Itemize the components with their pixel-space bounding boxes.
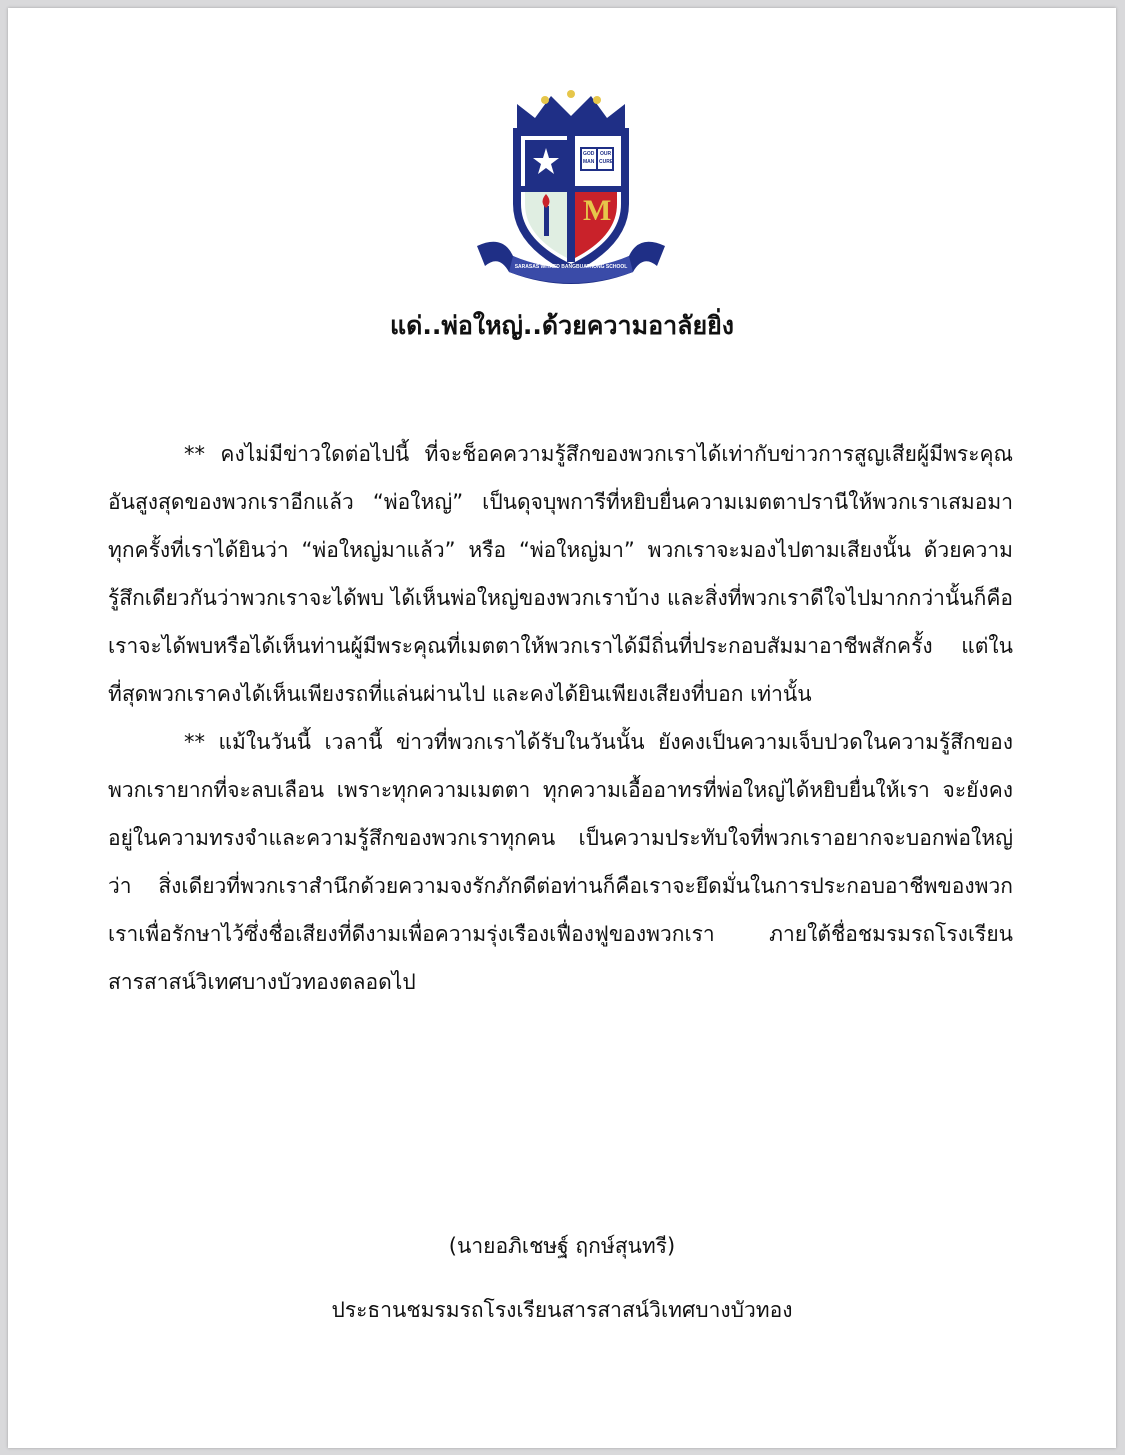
crest-icon bbox=[473, 86, 669, 286]
school-crest-logo bbox=[473, 86, 669, 286]
signature-position: ประธานชมรมรถโรงเรียนสารสาสน์วิเทศบางบัวทอง bbox=[331, 1298, 793, 1322]
crest-motto-word: MAN bbox=[583, 159, 595, 165]
crest-initial: M bbox=[583, 194, 612, 227]
body-paragraph: ** แม้ในวันนี้ เวลานี้ ข่าวที่พวกเราได้รับในวันนั้น ยังคงเป็นความเจ็บปวดในความรู้สึกของพวกเรายากที่จะลบเลือน เพราะทุกความเมตตา ทุกความเอื้ออาทรที่พ่อใหญ่ได้หยิบยื่นให้เรา จะยังคงอยู่ในความทรงจำและความรู้สึกของพวกเราทุกคน เป็นความประทับใจที่พวกเราอยากจะบอกพ่อใหญ่ว่า สิ่งเดียวที่พวกเราสำนึกด้วยความจงรักภักดีต่อท่านก็คือเราจะยึดมั่นในการประกอบอาชีพของพวกเราเพื่อรักษาไว้ซึ่งชื่อเสียงที่ดีงามเพื่อความรุ่งเรืองเฟื่องฟูของพวกเรา ภายใต้ชื่อชมรมรถโรงเรียนสารสาสน์วิเทศบางบัวทองตลอดไป bbox=[108, 730, 1013, 994]
crest-motto-word: CURE bbox=[599, 159, 614, 165]
document-page bbox=[8, 8, 1116, 1448]
signature-name: (นายอภิเชษฐ์ ฤกษ์สุนทรี) bbox=[448, 1234, 676, 1258]
document-body bbox=[108, 430, 1013, 1006]
crest-motto-word: GOD bbox=[583, 151, 595, 157]
crest-banner-text: SARASAS WITAED BANGBUATHONG SCHOOL bbox=[514, 264, 628, 270]
body-paragraph: ** คงไม่มีข่าวใดต่อไปนี้ ที่จะช็อคความรู้สึกของพวกเราได้เท่ากับข่าวการสูญเสียผู้มีพระคุณอันสูงสุดของพวกเราอีกแล้ว “พ่อใหญ่” เป็นดุจบุพการีที่หยิบยื่นความเมตตาปรานีให้พวกเราเสมอมา ทุกครั้งที่เราได้ยินว่า “พ่อใหญ่มาแล้ว” หรือ “พ่อใหญ่มา” พวกเราจะมองไปตามเสียงนั้น ด้วยความรู้สึกเดียวกันว่าพวกเราจะได้พบ ได้เห็นพ่อใหญ่ของพวกเราบ้าง และสิ่งที่พวกเราดีใจไปมากกว่านั้นก็คือ เราจะได้พบหรือได้เห็นท่านผู้มีพระคุณที่เมตตาให้พวกเราได้มีถิ่นที่ประกอบสัมมาอาชีพสักครั้ง แต่ในที่สุดพวกเราคงได้เห็นเพียงรถที่แล่นผ่านไป และคงได้ยินเพียงเสียงที่บอก เท่านั้น bbox=[108, 442, 1013, 706]
document-title: แด่..พ่อใหญ่..ด้วยความอาลัยยิ่ง bbox=[390, 311, 734, 340]
crest-motto-word: OUR bbox=[600, 151, 612, 157]
